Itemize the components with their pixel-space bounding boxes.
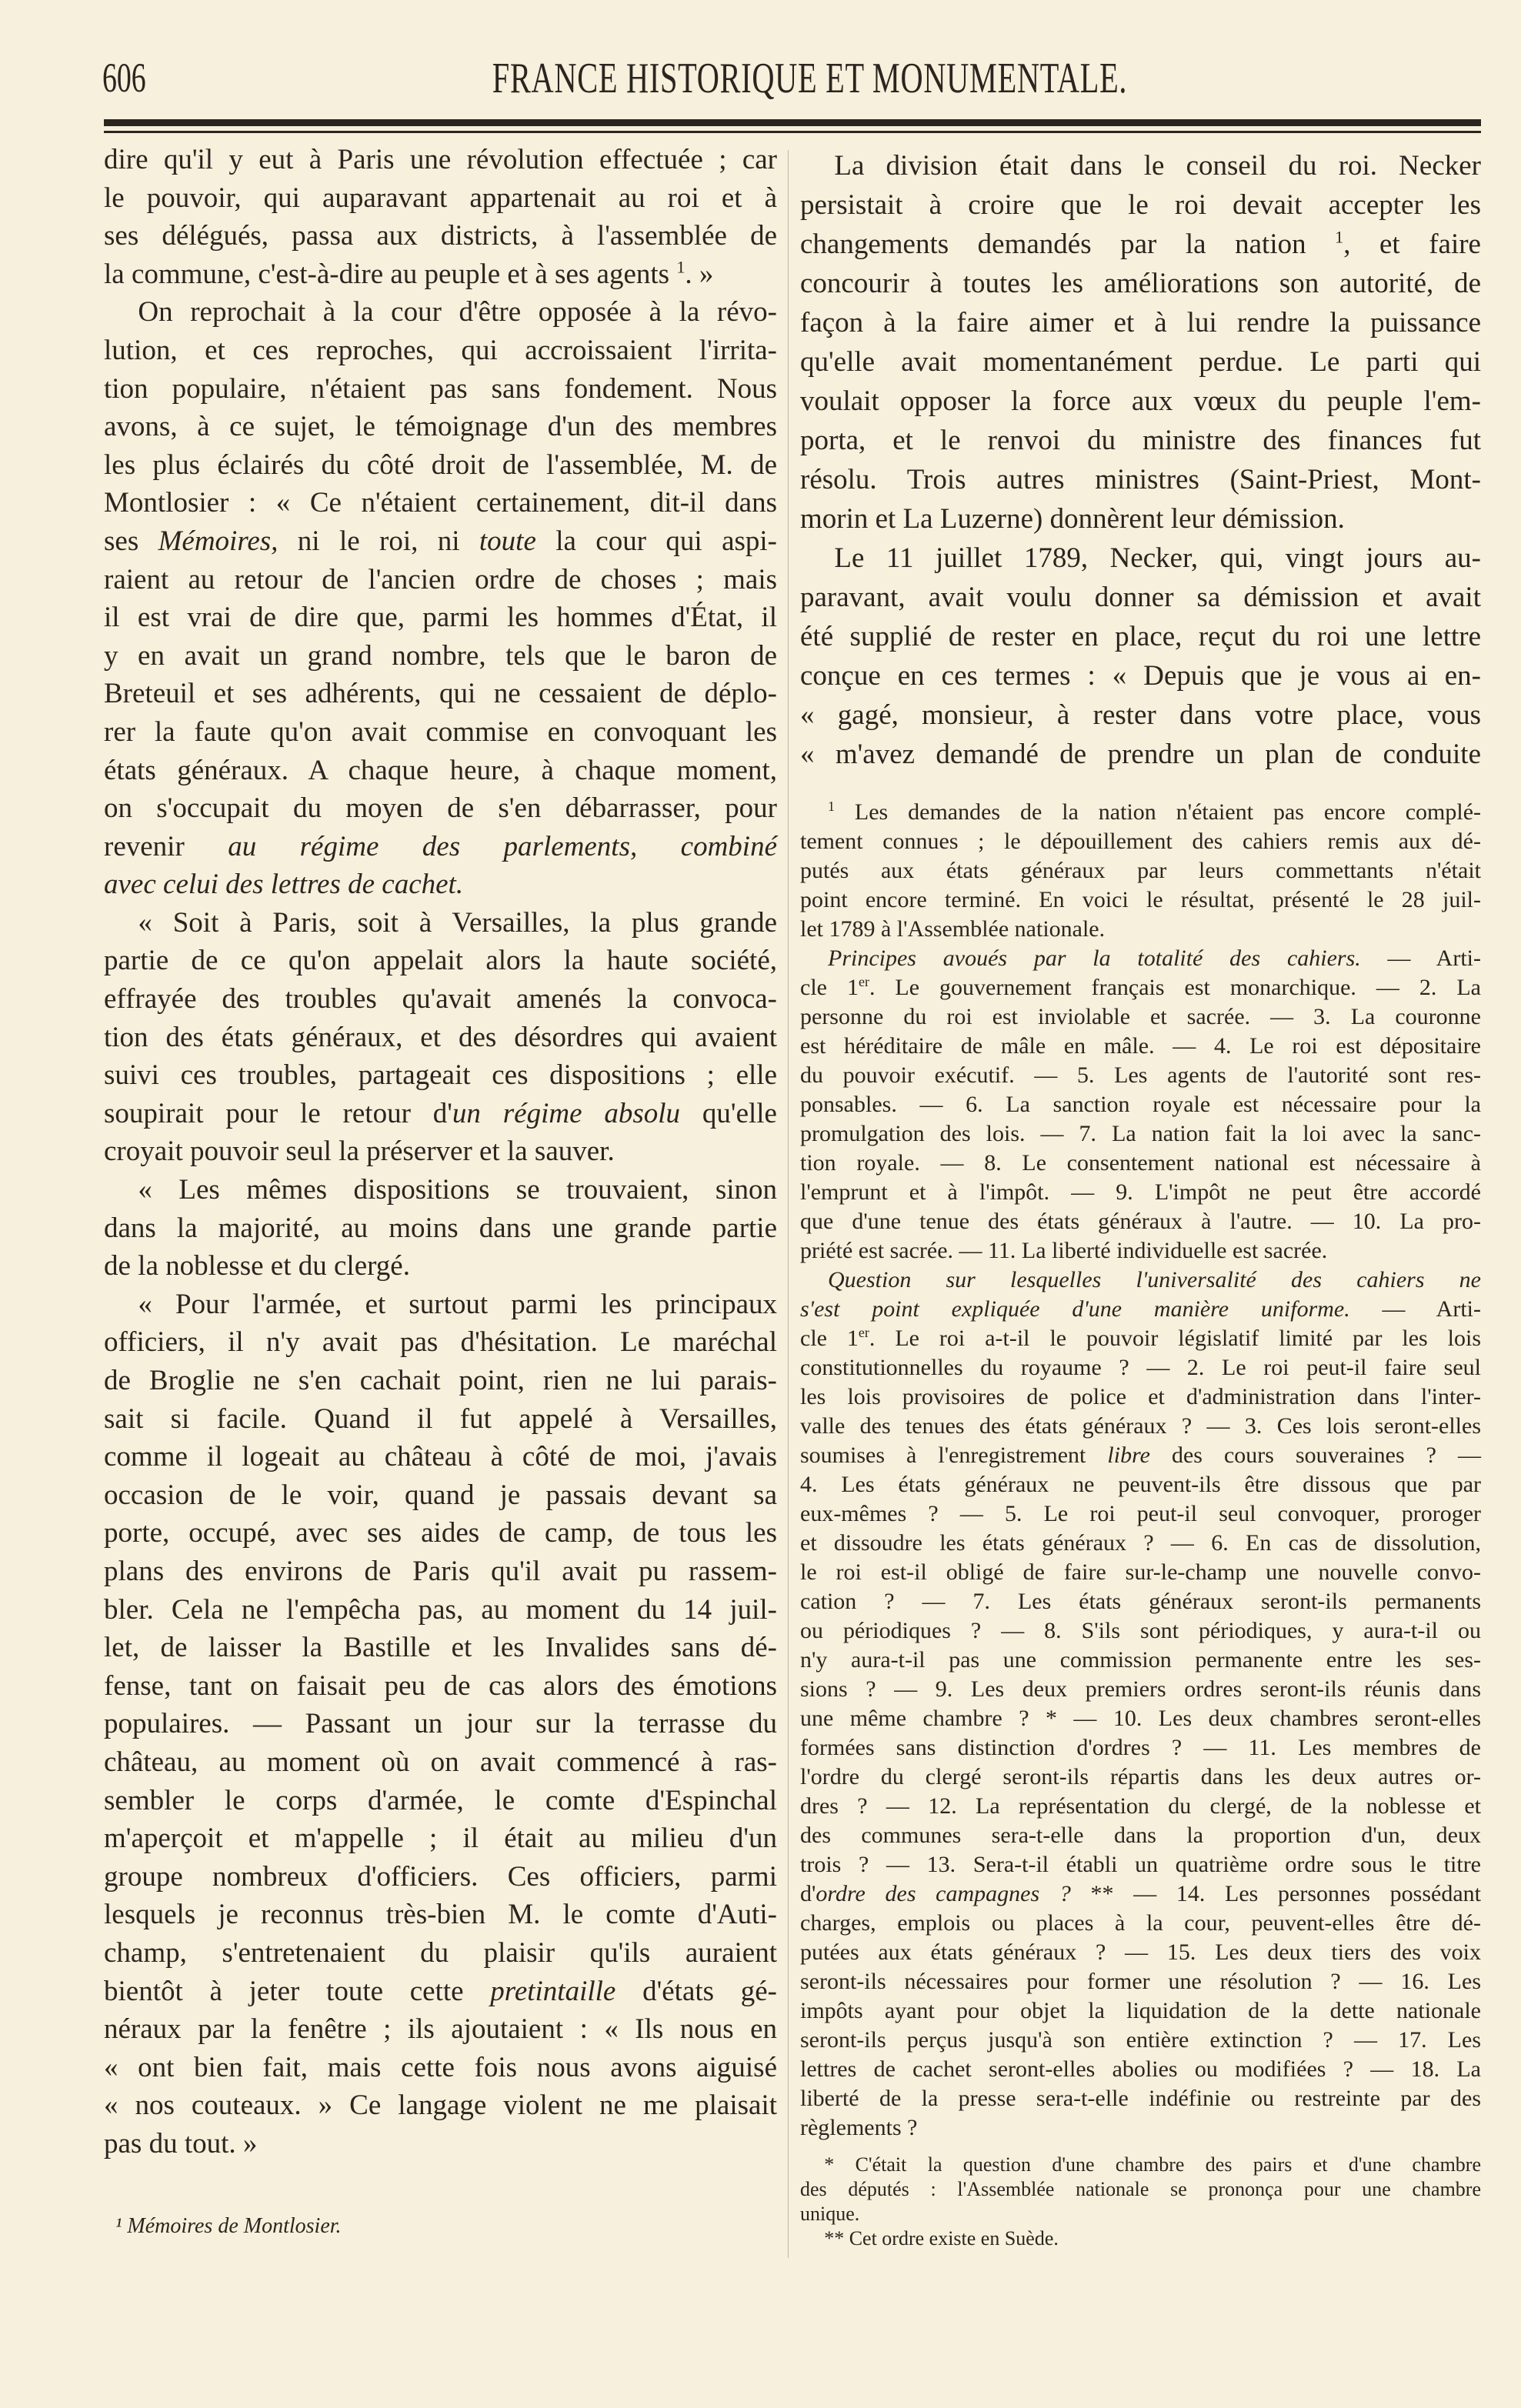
text-line: conçue en ces termes : « Depuis que je vous ai en- bbox=[800, 660, 1481, 692]
text-line: officiers, il n'y avait pas d'hésitation. Le maréchal bbox=[104, 1326, 777, 1359]
text-line: dres ? — 12. La représentation du clergé, de la noblesse et bbox=[800, 1793, 1481, 1819]
text-line: les lois provisoires de police et d'administration dans l'inter- bbox=[800, 1384, 1481, 1409]
text-line: le roi est-il obligé de faire sur-le-champ une nouvelle convo- bbox=[800, 1559, 1481, 1585]
superscript: er bbox=[858, 1325, 869, 1340]
text-line: bientôt à jeter toute cette pretintaille d'états gé- bbox=[104, 1975, 778, 2007]
page-number: 606 bbox=[102, 55, 146, 101]
text-line: croyait pouvoir seul la préserver et la sauver. bbox=[104, 1136, 615, 1168]
text-line: bler. Cela ne l'empêcha pas, au moment du 14 juil- bbox=[104, 1593, 777, 1626]
text-line: trois ? — 13. Sera-t-il établi un quatrième ordre sous le titre bbox=[800, 1852, 1481, 1877]
text-line: unique. bbox=[800, 2203, 860, 2225]
italic-text: un régime absolu bbox=[452, 1097, 681, 1129]
text-line: priété est sacrée. — 11. La liberté individuelle est sacrée. bbox=[800, 1238, 1328, 1263]
text-line: l'ordre du clergé seront-ils répartis dans les deux autres or- bbox=[800, 1764, 1481, 1789]
text-line: lution, et ces reproches, qui accroissaient l'irrita- bbox=[104, 334, 777, 366]
text-line: lettres de cachet seront-elles abolies ou modifiées ? — 18. La bbox=[800, 2056, 1481, 2082]
text-line: le pouvoir, qui auparavant appartenait au roi et à bbox=[104, 182, 777, 214]
text-line bbox=[104, 865, 777, 904]
text-line: que d'une tenue des états généraux à l'autre. — 10. La pro- bbox=[800, 1209, 1481, 1234]
text-line: personne du roi est inviolable et sacrée. — 3. La couronne bbox=[800, 1004, 1481, 1029]
left-footnote: ¹ Mémoires de Montlosier. bbox=[115, 2214, 342, 2238]
paragraph bbox=[800, 798, 1481, 944]
text-line: y en avait un grand nombre, tels que le baron de bbox=[104, 639, 777, 672]
text-line: promulgation des lois. — 7. La nation fait la loi avec la sanc- bbox=[800, 1121, 1481, 1146]
text-line: les plus éclairés du côté droit de l'assemblée, M. de bbox=[104, 449, 777, 481]
text-line: dans la majorité, au moins dans une grande partie bbox=[104, 1212, 777, 1244]
paragraph bbox=[104, 904, 777, 1171]
running-title: FRANCE HISTORIQUE ET MONUMENTALE. bbox=[492, 55, 1128, 102]
text-line: changements demandés par la nation $^1$, et faire bbox=[800, 227, 1481, 260]
text-line: raient au retour de l'ancien ordre de choses ; mais bbox=[104, 563, 777, 595]
paragraph bbox=[800, 1266, 1481, 2143]
text-line: avons, à ce sujet, le témoignage d'un des membres bbox=[104, 411, 777, 443]
italic-text: ordre des campagnes ? bbox=[816, 1881, 1071, 1906]
text-line: charges, emplois ou places à la cour, peuvent-elles être dé- bbox=[800, 1910, 1481, 1936]
text-line: 4. Les états généraux ne peuvent-ils être dissous que par bbox=[800, 1472, 1481, 1497]
text-line: effrayée des troubles qu'avait amenés la convoca- bbox=[104, 983, 777, 1016]
text-line: « nos couteaux. » Ce langage violent ne me plaisait bbox=[104, 2089, 777, 2122]
text-line: revenir au régime des parlements, combiné bbox=[104, 830, 777, 862]
text-line: l'emprunt et à l'impôt. — 9. L'impôt ne peut être accordé bbox=[800, 1179, 1481, 1205]
text-line: « ont bien fait, mais cette fois nous avons aiguisé bbox=[104, 2051, 777, 2083]
text-line: Montlosier : « Ce n'étaient certainement, dit-il dans bbox=[104, 487, 777, 519]
text-line: « Les mêmes dispositions se trouvaient, sinon bbox=[138, 1174, 777, 1206]
left-column-text bbox=[104, 141, 777, 2163]
column-divider bbox=[788, 150, 789, 2258]
italic-text: avec celui des lettres de cachet. bbox=[104, 869, 464, 901]
text-line: il est vrai de dire que, parmi les hommes d'État, il bbox=[104, 602, 777, 634]
text-line: soumises à l'enregistrement libre des cours souveraines ? — bbox=[800, 1442, 1481, 1468]
text-line: états généraux. A chaque heure, à chaque moment, bbox=[104, 754, 777, 786]
italic-text: libre bbox=[1107, 1442, 1150, 1468]
text-line: pas du tout. » bbox=[104, 2127, 258, 2160]
text-line: * C'était la question d'une chambre des pairs et d'une chambre bbox=[824, 2153, 1481, 2176]
superscript: 1 bbox=[676, 257, 685, 277]
text-line: plans des environs de Paris qu'il avait pu rassem- bbox=[104, 1555, 777, 1587]
text-line: liberté de la presse sera-t-elle indéfinie ou restreinte par des bbox=[800, 2086, 1481, 2111]
text-line: tion royale. — 8. Le consentement national est nécessaire à bbox=[800, 1150, 1481, 1176]
text-line: dire qu'il y eut à Paris une révolution effectuée ; car bbox=[104, 144, 777, 175]
text-line: résolu. Trois autres ministres (Saint-Priest, Mont- bbox=[800, 464, 1481, 495]
superscript: 1 bbox=[1335, 227, 1344, 247]
text-line: tion des états généraux, et des désordres qui avaient bbox=[104, 1021, 777, 1053]
text-line: ses Mémoires, ni le roi, ni toute la cour qui aspi- bbox=[104, 525, 777, 557]
text-line: porta, et le renvoi du ministre des finances fut bbox=[800, 425, 1481, 456]
text-line: sions ? — 9. Les deux premiers ordres seront-ils réunis dans bbox=[800, 1676, 1481, 1702]
text-line: cle 1er. Le gouvernement français est monarchique. — 2. La bbox=[800, 974, 1481, 1000]
text-line: ponsables. — 6. La sanction royale est nécessaire pour la bbox=[800, 1092, 1481, 1117]
text-line: voulait opposer la force aux vœux du peuple l'em- bbox=[800, 385, 1481, 417]
text-line: on s'occupait du moyen de s'en débarrasser, pour bbox=[104, 792, 777, 825]
text-line: « gagé, monsieur, à rester dans votre place, vous bbox=[800, 699, 1481, 731]
text-line: « Soit à Paris, soit à Versailles, la plus grande bbox=[138, 906, 777, 939]
right-footnotes bbox=[800, 798, 1481, 2143]
text-line: occasion de le voir, quand je passais devant sa bbox=[104, 1479, 777, 1511]
right-column-text bbox=[800, 146, 1481, 774]
paragraph bbox=[800, 2226, 1481, 2251]
paragraph bbox=[104, 141, 777, 293]
text-line: ** Cet ordre existe en Suède. bbox=[824, 2227, 1059, 2250]
paragraph bbox=[104, 1286, 777, 2163]
text-line: seront-ils nécessaires pour former une résolution ? — 16. Les bbox=[800, 1969, 1481, 1994]
text-line: populaires. — Passant un jour sur la terrasse du bbox=[104, 1708, 777, 1740]
right-star-footnotes bbox=[800, 2153, 1481, 2251]
text-line: comme il logeait au château à côté de moi, j'avais bbox=[104, 1441, 777, 1473]
text-line bbox=[800, 1266, 1481, 1295]
text-line: groupe nombreux d'officiers. Ces officiers, parmi bbox=[104, 1860, 777, 1893]
text-line: rer la faute qu'on avait commise en convoquant les bbox=[104, 715, 777, 748]
paragraph bbox=[800, 539, 1481, 774]
italic-text: toute bbox=[479, 525, 536, 557]
italic-text: Mémoires, bbox=[158, 525, 279, 557]
text-line: paravant, avait voulu donner sa démission et avait bbox=[800, 582, 1481, 613]
text-line: Breteuil et ses adhérents, qui ne cessaient de déplo- bbox=[104, 678, 777, 710]
text-line: impôts ayant pour objet la liquidation de la dette nationale bbox=[800, 1998, 1481, 2023]
text-line: de la noblesse et du clergé. bbox=[104, 1250, 410, 1282]
paragraph bbox=[104, 293, 777, 904]
text-line: ou périodiques ? — 8. S'ils sont périodiques, y aura-t-il ou bbox=[800, 1618, 1481, 1643]
text-line: La division était dans le conseil du roi. Necker bbox=[834, 150, 1481, 182]
paragraph bbox=[104, 1171, 777, 1286]
text-line: une même chambre ? * — 10. Les deux chambres seront-elles bbox=[800, 1706, 1481, 1731]
superscript: er bbox=[858, 974, 869, 989]
text-line: let, de laisser la Bastille et les Invalides sans dé- bbox=[104, 1632, 777, 1664]
text-line: de Broglie ne s'en cachait point, rien ne lui parais- bbox=[104, 1365, 777, 1396]
text-line: formées sans distinction d'ordres ? — 11. Les membres de bbox=[800, 1735, 1481, 1760]
text-line: On reprochait à la cour d'être opposée à la révo- bbox=[138, 296, 777, 329]
header-rule-thick bbox=[104, 119, 1481, 126]
text-line: « Pour l'armée, et surtout parmi les principaux bbox=[138, 1288, 777, 1320]
text-line: règlements ? bbox=[800, 2115, 918, 2140]
paragraph bbox=[800, 2153, 1481, 2226]
text-line: eux-mêmes ? — 5. Le roi peut-il seul convoquer, proroger bbox=[800, 1501, 1481, 1526]
italic-text: s'est point expliquée d'une manière uniforme. bbox=[800, 1296, 1350, 1322]
paragraph bbox=[800, 146, 1481, 539]
text-line: cle 1er. Le roi a-t-il le pouvoir législatif limité par les lois bbox=[800, 1325, 1482, 1351]
text-line: « m'avez demandé de prendre un plan de conduite bbox=[800, 739, 1481, 770]
text-line: point encore terminé. En voici le résultat, présenté le 28 juil- bbox=[800, 887, 1481, 912]
text-line: let 1789 à l'Assemblée nationale. bbox=[800, 916, 1106, 942]
text-line: des communes sera-t-elle dans la proportion d'un, deux bbox=[800, 1823, 1481, 1848]
text-line: persistait à croire que le roi devait accepter les bbox=[800, 189, 1481, 221]
text-line: cation ? — 7. Les états généraux seront-ils permanents bbox=[800, 1589, 1481, 1614]
italic-text: au régime des parlements, combiné bbox=[228, 830, 777, 862]
text-line: seront-ils perçus jusqu'à son entière extinction ? — 17. Les bbox=[800, 2027, 1481, 2053]
italic-text: Principes avoués par la totalité des cahiers. bbox=[828, 946, 1361, 971]
text-line: ses délégués, passa aux districts, à l'assemblée de bbox=[104, 220, 777, 252]
text-line: soupirait pour le retour d'un régime absolu qu'elle bbox=[104, 1097, 777, 1129]
text-line: la commune, c'est-à-dire au peuple et à ses agents $^1$. » bbox=[104, 257, 714, 290]
text-line: des députés : l'Assemblée nationale se prononça pour une chambre bbox=[800, 2178, 1481, 2200]
text-line: sembler le corps d'armée, le comte d'Espinchal bbox=[104, 1784, 777, 1816]
superscript: 1 bbox=[828, 799, 835, 814]
text-line: suivi ces troubles, partageait ces dispositions ; elle bbox=[104, 1059, 777, 1092]
text-line: putées aux états généraux ? — 15. Les deux tiers des voix bbox=[800, 1939, 1481, 1965]
text-line: $^1$ Les demandes de la nation n'étaient pas encore complé- bbox=[828, 799, 1481, 825]
text-line: fense, tant on faisait peu de cas alors des émotions bbox=[104, 1669, 777, 1702]
text-line: putés aux états généraux par leurs commettants n'était bbox=[800, 858, 1481, 883]
text-line: tion populaire, n'étaient pas sans fondement. Nous bbox=[104, 372, 777, 405]
italic-text: pretintaille bbox=[490, 1975, 616, 2007]
paragraph bbox=[800, 944, 1481, 1266]
text-line: qu'elle avait momentanément perdue. Le parti qui bbox=[800, 346, 1481, 378]
text-line: d'ordre des campagnes ? ** — 14. Les personnes possédant bbox=[800, 1881, 1481, 1906]
text-line: champ, s'entretenaient du plaisir qu'ils auraient bbox=[104, 1936, 777, 1969]
text-line: valle des tenues des états généraux ? — 3. Ces lois seront-elles bbox=[800, 1413, 1481, 1439]
text-line: et dissoudre les états généraux ? — 6. En cas de dissolution, bbox=[800, 1530, 1481, 1556]
text-line: Principes avoués par la totalité des cahiers. — Arti- bbox=[828, 946, 1481, 971]
header-rule-thin bbox=[104, 131, 1481, 133]
text-line: porte, occupé, avec ses aides de camp, de tous les bbox=[104, 1517, 777, 1549]
text-line: du pouvoir exécutif. — 5. Les agents de l'autorité sont res- bbox=[800, 1062, 1481, 1088]
text-line: n'y aura-t-il pas une commission permanente entre les ses- bbox=[800, 1647, 1481, 1673]
text-line: Le 11 juillet 1789, Necker, qui, vingt jours au- bbox=[834, 542, 1481, 574]
text-line: été supplié de rester en place, reçut du roi une lettre bbox=[800, 621, 1481, 652]
text-line: morin et La Luzerne) donnèrent leur démission. bbox=[800, 503, 1345, 535]
text-line: partie de ce qu'on appelait alors la haute société, bbox=[104, 945, 777, 977]
text-line: tement connues ; le dépouillement des cahiers remis aux dé- bbox=[800, 829, 1481, 854]
text-line: néraux par la fenêtre ; ils ajoutaient : « Ils nous en bbox=[104, 2013, 777, 2046]
text-line: lesquels je reconnus très-bien M. le comte d'Auti- bbox=[104, 1899, 777, 1931]
text-line: m'aperçoit et m'appelle ; il était au milieu d'un bbox=[104, 1823, 777, 1855]
text-line: façon à la faire aimer et à lui rendre la puissance bbox=[800, 307, 1481, 339]
text-line: concourir à toutes les améliorations son autorité, de bbox=[800, 268, 1481, 299]
text-line: s'est point expliquée d'une manière uniforme. — Arti- bbox=[800, 1296, 1481, 1322]
text-line: est héréditaire de mâle en mâle. — 4. Le roi est dépositaire bbox=[800, 1033, 1481, 1059]
text-line: château, au moment où on avait commencé à ras- bbox=[104, 1746, 777, 1778]
text-line: sait si facile. Quand il fut appelé à Versailles, bbox=[104, 1402, 777, 1435]
text-line: constitutionnelles du royaume ? — 2. Le roi peut-il faire seul bbox=[800, 1355, 1481, 1380]
italic-text: Question sur lesquelles l'universalité des cahiers ne bbox=[828, 1267, 1481, 1292]
